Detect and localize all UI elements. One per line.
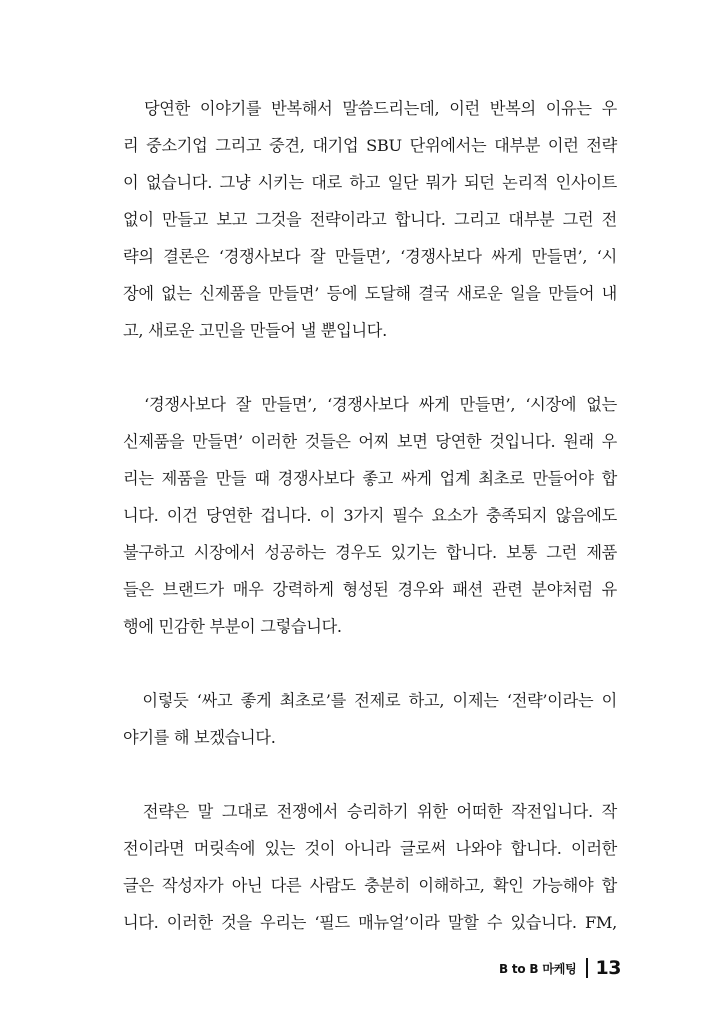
text-line: 이 없습니다. 그냥 시키는 대로 하고 일단 뭐가 되던 논리적 인사이트 bbox=[123, 173, 617, 192]
paragraph-1 bbox=[123, 90, 617, 349]
text-line: 야기를 해 보겠습니다. bbox=[123, 728, 276, 747]
text-line: 략의 결론은 ‘경쟁사보다 잘 만들면’, ‘경쟁사보다 싸게 만들면’, ‘시 bbox=[123, 247, 617, 266]
text-line: ‘경쟁사보다 잘 만들면’, ‘경쟁사보다 싸게 만들면’, ‘시장에 없는 bbox=[123, 395, 617, 414]
page-footer bbox=[499, 957, 621, 979]
text-line: 당연한 이야기를 반복해서 말씀드리는데, 이런 반복의 이유는 우 bbox=[123, 99, 617, 118]
text-line: 전이라면 머릿속에 있는 것이 아니라 글로써 나와야 합니다. 이러한 bbox=[123, 839, 617, 858]
text-line: 신제품을 만들면’ 이러한 것들은 어찌 보면 당연한 것입니다. 원래 우 bbox=[123, 432, 617, 451]
body-text bbox=[123, 90, 617, 941]
text-line: 장에 없는 신제품을 만들면’ 등에 도달해 결국 새로운 일을 만들어 내 bbox=[123, 284, 617, 303]
text-line: 글은 작성자가 아닌 다른 사람도 충분히 이해하고, 확인 가능해야 합 bbox=[123, 876, 617, 895]
text-line: 니다. 이러한 것을 우리는 ‘필드 매뉴얼’이라 말할 수 있습니다. FM, bbox=[123, 913, 617, 932]
paragraph-3 bbox=[123, 682, 617, 756]
paragraph-2 bbox=[123, 386, 617, 645]
running-title: B to B 마케팅 bbox=[498, 961, 577, 976]
text-line: 이렇듯 ‘싸고 좋게 최초로’를 전제로 하고, 이제는 ‘전략’이라는 이 bbox=[123, 691, 617, 710]
text-line: 없이 만들고 보고 그것을 전략이라고 합니다. 그리고 대부분 그런 전 bbox=[123, 210, 617, 229]
text-line: 리 중소기업 그리고 중견, 대기업 SBU 단위에서는 대부분 이런 전략 bbox=[123, 136, 617, 155]
page-number: 13 bbox=[595, 957, 621, 979]
text-line: 고, 새로운 고민을 만들어 낼 뿐입니다. bbox=[123, 321, 387, 340]
text-line: 리는 제품을 만들 때 경쟁사보다 좋고 싸게 업계 최초로 만들어야 합 bbox=[123, 469, 617, 488]
text-line: 니다. 이건 당연한 겁니다. 이 3가지 필수 요소가 충족되지 않음에도 bbox=[123, 506, 617, 525]
text-line: 전략은 말 그대로 전쟁에서 승리하기 위한 어떠한 작전입니다. 작 bbox=[123, 802, 617, 821]
paragraph-4 bbox=[123, 793, 617, 941]
text-line: 들은 브랜드가 매우 강력하게 형성된 경우와 패션 관련 분야처럼 유 bbox=[123, 580, 617, 599]
text-line: 불구하고 시장에서 성공하는 경우도 있기는 합니다. 보통 그런 제품 bbox=[123, 543, 617, 562]
footer-divider bbox=[586, 958, 588, 978]
text-line: 행에 민감한 부분이 그렇습니다. bbox=[123, 617, 342, 636]
